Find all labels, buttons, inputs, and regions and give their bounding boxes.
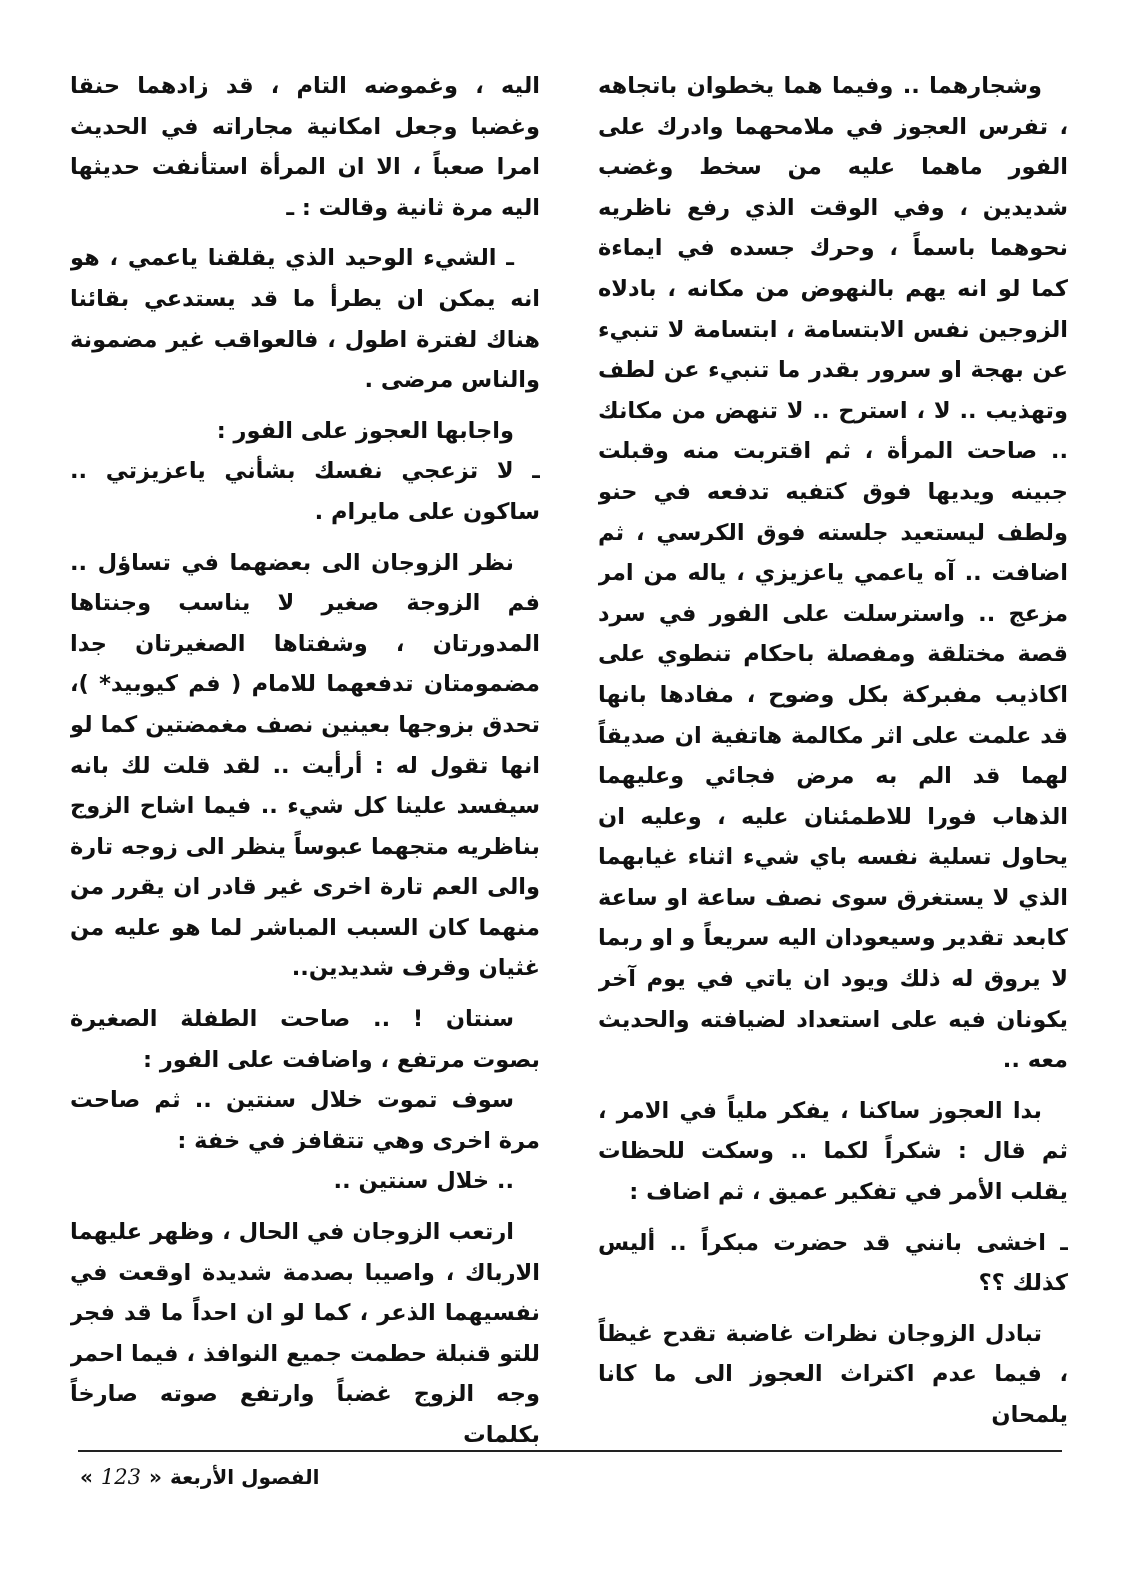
quote-open-mark: «	[80, 1465, 93, 1489]
paragraph: وشجارهما .. وفيما هما يخطوان باتجاهه ، تفرس العجوز في ملامحهما وادرك على الفور ماهما عليه من سخط وغضب شديدين ، وفي الوقت الذي رفع ناظريه نحوهما باسماً ، وحرك جسده في ايماءة كما لو انه يهم بالنهوض من مكانه ، بادلاه الزوجين نفس الابتسامة ، ابتسامة لا تنبيء عن بهجة او سرور بقدر ما تنبيء عن لطف وتهذيب .. لا ، استرح .. لا تنهض من مكانك .. صاحت المرأة ، ثم اقتربت منه وقبلت جبينه ويديها فوق كتفيه تدفعه في حنو ولطف ليستعيد جلسته فوق الكرسي ، ثم اضافت .. آه ياعمي ياعزيزي ، ياله من امر مزعج .. واسترسلت على الفور في سرد قصة مختلقة ومفصلة باحكام تنطوي على اكاذيب مفبركة بكل وضوح ، مفادها بانها قد علمت على اثر مكالمة هاتفية ان صديقاً لهما قد الم به مرض فجائي وعليهما الذهاب فورا للاطمئنان عليه ، وعليه ان يحاول تسلية نفسه باي شيء اثناء غيابهما الذي لا يستغرق سوى نصف ساعة او ساعة كابعد تقدير وسيعودان اليه سريعاً و او ربما لا يروق له ذلك ويود ان ياتي في يوم آخر يكونان فيه على استعداد لضيافته والحديث معه ..	[598, 73, 1068, 1074]
dialogue-paragraph: ـ لا تزعجي نفسك بشأني ياعزيزتي .. ساكون على مايرام .	[70, 458, 540, 525]
magazine-title: الفصول الأربعة	[169, 1465, 320, 1489]
paragraph: اليه ، وغموضه التام ، قد زادهما حنقا وغضبا وجعل امكانية مجاراته في الحديث امرا صعباً ، الا ان المرأة استأنفت حديثها اليه مرة ثانية وقالت : ـ	[70, 73, 540, 221]
paragraph: بدا العجوز ساكنا ، يفكر ملياً في الامر ، ثم قال : شكراً لكما .. وسكت للحظات يقلب الأمر في تفكير عميق ، ثم اضاف :	[598, 1097, 1068, 1206]
page-footer	[80, 1462, 319, 1492]
dialogue-paragraph: ـ اخشى بانني قد حضرت مبكراً .. أليس كذلك ؟؟	[598, 1229, 1068, 1297]
quote-close-mark: »	[149, 1465, 162, 1489]
paragraph: سنتان ! .. صاحت الطفلة الصغيرة بصوت مرتفع ، واضافت على الفور :	[70, 1006, 540, 1073]
paragraph: .. خلال سنتين ..	[333, 1168, 514, 1195]
left-column	[70, 66, 540, 1468]
page-number: 123	[100, 1465, 142, 1489]
paragraph: سوف تموت خلال سنتين .. ثم صاحت مرة اخرى وهي تتقافز في خفة :	[70, 1087, 540, 1154]
footer-divider	[78, 1450, 1062, 1452]
paragraph: واجابها العجوز على الفور :	[216, 417, 514, 444]
right-column	[598, 66, 1068, 1468]
paragraph: نظر الزوجان الى بعضهما في تساؤل .. فم الزوجة صغير لا يناسب وجنتاها المدورتان ، وشفتاها الصغيرتان جدا مضمومتان تدفعهما للامام ( فم كيوبيد* )، تحدق بزوجها بعينين نصف مغمضتين كما لو انها تقول له : أرأيت .. لقد قلت لك بانه سيفسد علينا كل شيء .. فيما اشاح الزوج بناظريه متجهما عبوساً ينظر الى زوجه تارة والى العم تارة اخرى غير قادر ان يقرر من منهما كان السبب المباشر لما هو عليه من غثيان وقرف شديدين..	[70, 549, 540, 982]
paragraph: ارتعب الزوجان في الحال ، وظهر عليهما الارباك ، واصيبا بصدمة شديدة اوقعت في نفسيهما الذعر ، كما لو ان احداً ما قد فجر للتو قنبلة حطمت جميع النوافذ ، فيما احمر وجه الزوج غضباً وارتفع صوته صارخاً بكلمات	[70, 1219, 540, 1448]
dialogue-paragraph: ـ الشيء الوحيد الذي يقلقنا ياعمي ، هو انه يمكن ان يطرأ ما قد يستدعي بقائنا هناك لفترة اطول ، فالعواقب غير مضمونة والناس مرضى .	[70, 245, 540, 394]
two-column-body	[70, 66, 1068, 1468]
paragraph: تبادل الزوجان نظرات غاضبة تقدح غيظاً ، فيما عدم اكتراث العجوز الى ما كانا يلمحان	[598, 1320, 1068, 1428]
